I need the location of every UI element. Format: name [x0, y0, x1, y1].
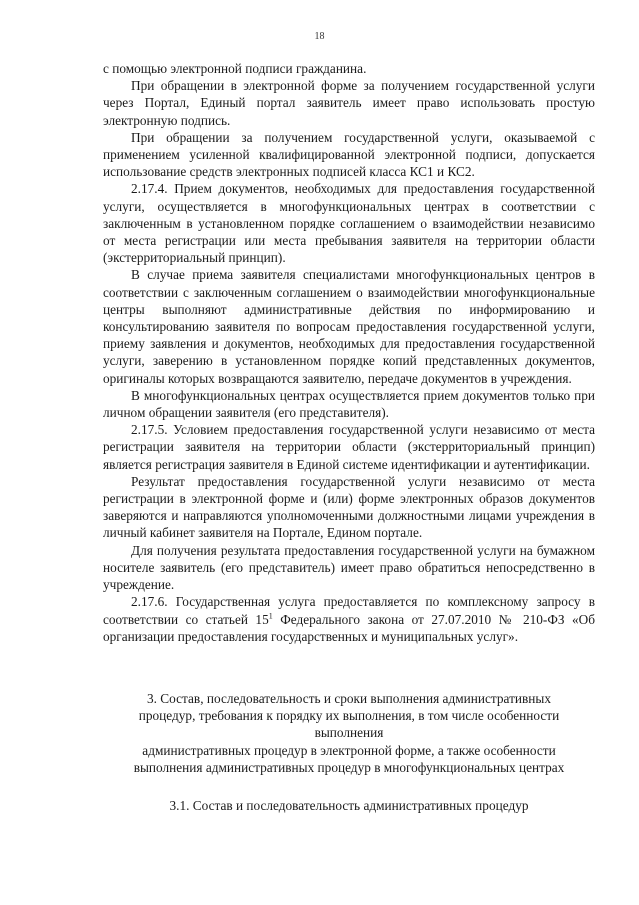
heading-line: 3. Состав, последовательность и сроки выполнения административных — [147, 691, 551, 706]
heading-line: выполнения административных процедур в многофункциональных центрах — [133, 759, 565, 775]
section-heading — [103, 690, 595, 776]
body-text — [103, 60, 595, 645]
heading-line: административных процедур в электронной форме, а также особенности — [142, 742, 556, 758]
paragraph: с помощью электронной подписи гражданина. — [103, 61, 367, 76]
superscript: 1 — [268, 611, 273, 621]
paragraph: В многофункциональных центрах осуществляется прием документов только при личном обращении заявителя (его представителя). — [103, 387, 595, 421]
heading-line: 3.1. Состав и последовательность административных процедур — [169, 798, 529, 813]
paragraph-with-superscript — [103, 593, 595, 645]
page-number: 18 — [314, 31, 325, 42]
paragraph: 2.17.4. Прием документов, необходимых для предоставления государственной услуги, осуществляется в многофункциональных центрах в соответствии с заключенным в установленном порядке соглашением о взаимодействии независимо от места регистрации или места пребывания заявителя на территории области (экстерриториальный принцип). — [103, 181, 595, 266]
paragraph-text: Федерального закона от 27.07.2010 № 210-ФЗ «Об организации предоставления государственных и муниципальных услуг». — [103, 611, 595, 644]
heading-line: процедур, требования к порядку их выполнения, в том числе особенности — [138, 708, 560, 724]
paragraph-text: 2.17.6. Государственная услуга предоставляется по комплексному запросу в соответствии со статьей 15 — [103, 594, 595, 627]
heading-line: выполнения — [314, 725, 384, 741]
paragraph: При обращении в электронной форме за получением государственной услуги через Портал, Единый портал заявитель имеет право использовать простую электронную подпись. — [103, 78, 595, 128]
paragraph: 2.17.5. Условием предоставления государственной услуги независимо от места регистрации заявителя на территории области (экстерриториальный принцип) является регистрация заявителя в Единой системе идентификации и аутентификации. — [103, 422, 595, 472]
paragraph: Результат предоставления государственной услуги независимо от места регистрации в электронной форме и (или) форме электронных образов документов заверяются и направляются уполномоченными должностными лицами учреждения в личный кабинет заявителя на Портале, Едином портале. — [103, 473, 595, 541]
paragraph: Для получения результата предоставления государственной услуги на бумажном носителе заявитель (его представитель) имеет право обратиться непосредственно в учреждение. — [103, 542, 595, 593]
paragraph: В случае приема заявителя специалистами многофункциональных центров в соответствии с заключенным соглашением о взаимодействии многофункциональные центры выполняют административные действия по информированию и консультированию заявителя по вопросам предоставления государственной услуги, приему заявления и документов, необходимых для предоставления государственной услуги, заверению в установленном порядке копий представленных документов, оригиналы которых возвращаются заявителю, передаче документов в учреждения. — [103, 267, 595, 386]
paragraph: При обращении за получением государственной услуги, оказываемой с применением усиленной квалифицированной электронной подписи, допускается использование средств электронных подписей класса КС1 и КС2. — [103, 129, 595, 180]
subsection-heading — [103, 797, 595, 814]
